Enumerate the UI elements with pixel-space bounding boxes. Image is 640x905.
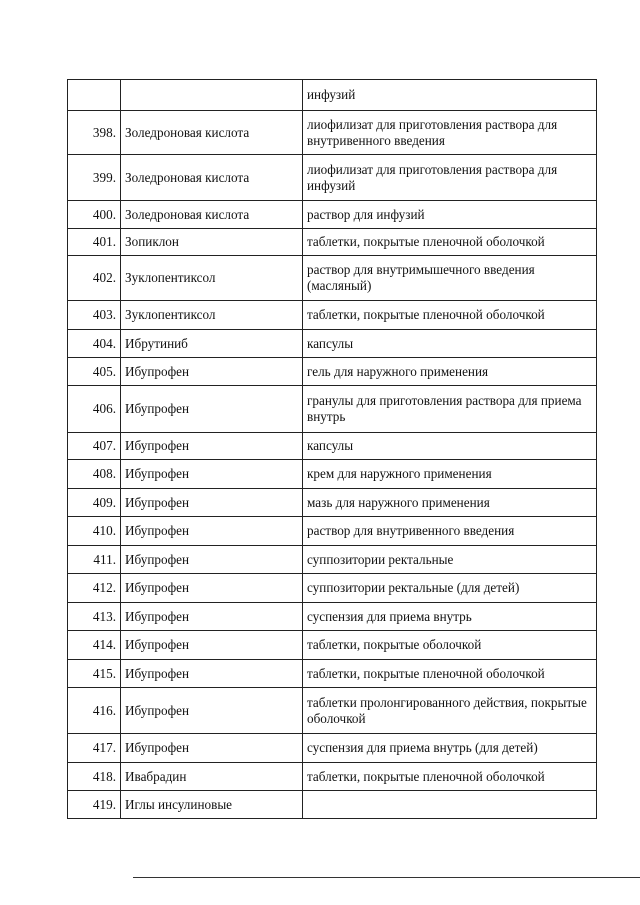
table-row [68, 660, 597, 688]
dosage-form-cell: суппозитории ректальные [303, 546, 597, 574]
row-number-cell: 402. [68, 256, 121, 301]
dosage-form-cell: капсулы [303, 330, 597, 358]
row-number-cell: 406. [68, 386, 121, 433]
drug-name-cell: Ибупрофен [121, 433, 303, 460]
row-number-cell: 401. [68, 229, 121, 256]
table-row [68, 301, 597, 330]
row-number-cell: 403. [68, 301, 121, 330]
drug-name-cell: Ибрутиниб [121, 330, 303, 358]
row-number-cell: 404. [68, 330, 121, 358]
dosage-form-cell: крем для наружного применения [303, 460, 597, 489]
dosage-form-cell: лиофилизат для приготовления раствора для инфузий [303, 155, 597, 201]
dosage-form-cell: таблетки, покрытые оболочкой [303, 631, 597, 660]
dosage-form-cell: суспензия для приема внутрь [303, 603, 597, 631]
row-number-cell: 416. [68, 688, 121, 734]
drug-name-cell: Ибупрофен [121, 603, 303, 631]
dosage-form-cell: раствор для внутримышечного введения (масляный) [303, 256, 597, 301]
row-number-cell [68, 80, 121, 111]
row-number-cell: 410. [68, 517, 121, 546]
drug-name-cell: Ибупрофен [121, 358, 303, 386]
dosage-form-cell: таблетки, покрытые пленочной оболочкой [303, 301, 597, 330]
drug-name-cell: Ибупрофен [121, 546, 303, 574]
table-row [68, 256, 597, 301]
footer-rule [133, 877, 640, 878]
table-row [68, 603, 597, 631]
dosage-form-cell: таблетки, покрытые пленочной оболочкой [303, 763, 597, 791]
table-row [68, 546, 597, 574]
table-row [68, 688, 597, 734]
drug-name-cell: Золедроновая кислота [121, 111, 303, 155]
table-row [68, 155, 597, 201]
row-number-cell: 414. [68, 631, 121, 660]
row-number-cell: 407. [68, 433, 121, 460]
row-number-cell: 419. [68, 791, 121, 819]
dosage-form-cell: гранулы для приготовления раствора для приема внутрь [303, 386, 597, 433]
drug-name-cell [121, 80, 303, 111]
row-number-cell: 400. [68, 201, 121, 229]
row-number-cell: 399. [68, 155, 121, 201]
row-number-cell: 417. [68, 734, 121, 763]
table-row [68, 201, 597, 229]
table-row [68, 460, 597, 489]
drug-name-cell: Ибупрофен [121, 574, 303, 603]
table-row [68, 631, 597, 660]
dosage-form-cell: таблетки, покрытые пленочной оболочкой [303, 229, 597, 256]
drug-list-body [68, 80, 597, 819]
drug-name-cell: Ибупрофен [121, 460, 303, 489]
drug-name-cell: Ибупрофен [121, 386, 303, 433]
row-number-cell: 409. [68, 489, 121, 517]
table-row [68, 763, 597, 791]
dosage-form-cell: раствор для инфузий [303, 201, 597, 229]
table-row [68, 358, 597, 386]
dosage-form-cell: мазь для наружного применения [303, 489, 597, 517]
row-number-cell: 398. [68, 111, 121, 155]
drug-name-cell: Ибупрофен [121, 517, 303, 546]
drug-name-cell: Ибупрофен [121, 631, 303, 660]
table-row [68, 433, 597, 460]
row-number-cell: 412. [68, 574, 121, 603]
dosage-form-cell: капсулы [303, 433, 597, 460]
drug-name-cell: Ибупрофен [121, 489, 303, 517]
dosage-form-cell: гель для наружного применения [303, 358, 597, 386]
dosage-form-cell [303, 791, 597, 819]
drug-name-cell: Зуклопентиксол [121, 301, 303, 330]
row-number-cell: 413. [68, 603, 121, 631]
table-row [68, 330, 597, 358]
table-row [68, 229, 597, 256]
table-row [68, 734, 597, 763]
dosage-form-cell: инфузий [303, 80, 597, 111]
dosage-form-cell: таблетки, покрытые пленочной оболочкой [303, 660, 597, 688]
drug-name-cell: Ибупрофен [121, 660, 303, 688]
drug-name-cell: Ивабрадин [121, 763, 303, 791]
table-row [68, 574, 597, 603]
row-number-cell: 415. [68, 660, 121, 688]
drug-name-cell: Зопиклон [121, 229, 303, 256]
table-row [68, 111, 597, 155]
row-number-cell: 405. [68, 358, 121, 386]
row-number-cell: 418. [68, 763, 121, 791]
row-number-cell: 408. [68, 460, 121, 489]
drug-name-cell: Ибупрофен [121, 688, 303, 734]
table-row [68, 791, 597, 819]
table-row [68, 386, 597, 433]
drug-name-cell: Иглы инсулиновые [121, 791, 303, 819]
drug-name-cell: Золедроновая кислота [121, 155, 303, 201]
dosage-form-cell: суппозитории ректальные (для детей) [303, 574, 597, 603]
table-row [68, 80, 597, 111]
drug-name-cell: Золедроновая кислота [121, 201, 303, 229]
table-row [68, 489, 597, 517]
dosage-form-cell: раствор для внутривенного введения [303, 517, 597, 546]
row-number-cell: 411. [68, 546, 121, 574]
dosage-form-cell: лиофилизат для приготовления раствора для внутривенного введения [303, 111, 597, 155]
dosage-form-cell: таблетки пролонгированного действия, покрытые оболочкой [303, 688, 597, 734]
table-row [68, 517, 597, 546]
dosage-form-cell: суспензия для приема внутрь (для детей) [303, 734, 597, 763]
drug-name-cell: Ибупрофен [121, 734, 303, 763]
drug-list-table [67, 79, 597, 819]
drug-name-cell: Зуклопентиксол [121, 256, 303, 301]
